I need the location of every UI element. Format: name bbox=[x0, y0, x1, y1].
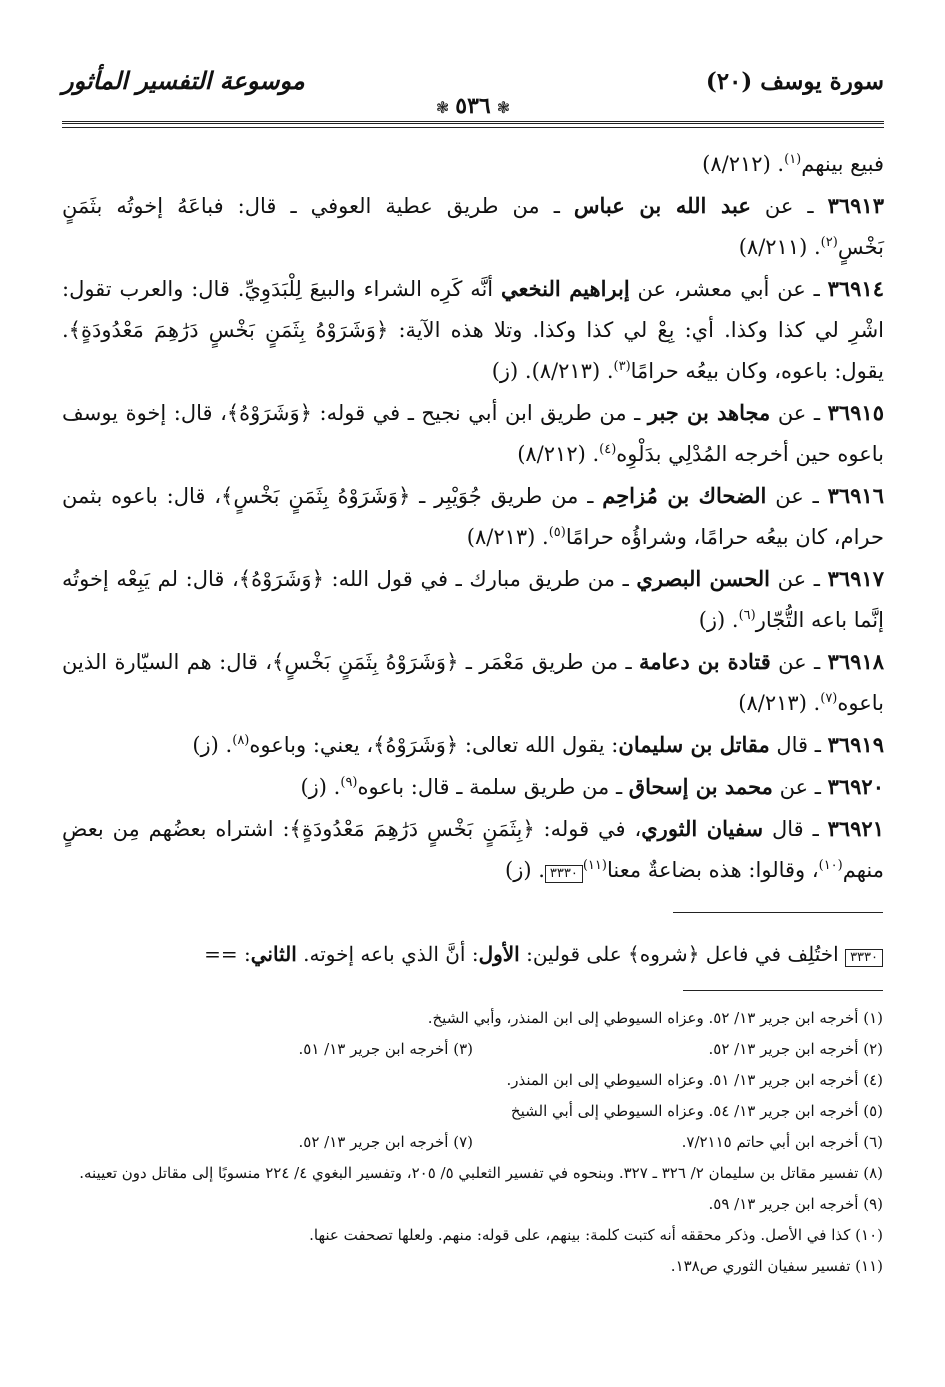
narrator-name: الحسن البصري bbox=[636, 566, 771, 591]
para-text: ـ من طريق مبارك ـ في قول الله: ﴿وَشَرَوْهُ﴾، قال: لم يَبِعْه إخوتُه إنَّما باعه التُّجّار bbox=[62, 567, 884, 632]
para-pre: ـ عن bbox=[750, 194, 828, 218]
hadith-number: ٣٦٩١٧ bbox=[827, 566, 884, 591]
footnote: (٨) تفسير مقاتل بن سليمان ٢/ ٣٢٦ ـ ٣٢٧. وبنحوه في تفسير الثعلبي ٥/ ٢٠٥، وتفسير البغوي ٤/ ٢٢٤ منسوبًا إلى مقاتل دون تعيينه. bbox=[79, 1164, 883, 1182]
commentary-ref-box[interactable]: ٣٣٣٠ bbox=[545, 865, 583, 883]
footnote: (٧) أخرجه ابن جرير ١٣/ ٥٢. bbox=[298, 1133, 473, 1151]
hadith-number: ٣٦٩٢٠ bbox=[827, 774, 884, 799]
commentary-text: : == bbox=[204, 942, 251, 966]
para-text: ـ من طريق مَعْمَر ـ ﴿وَشَرَوْهُ بِثَمَنٍ بَخْسٍ﴾، قال: هم السيّارة الذين باعوه bbox=[62, 650, 884, 715]
footnote-ref[interactable]: (٦) bbox=[738, 608, 756, 623]
first-label: الأول bbox=[478, 942, 520, 966]
volume-ref: . (ز) bbox=[698, 608, 739, 632]
para-pre: ـ قال bbox=[769, 733, 828, 757]
hadith-number: ٣٦٩١٦ bbox=[827, 483, 884, 508]
commentary-text: : أنَّ الذي باعه إخوته. bbox=[296, 942, 479, 966]
paragraph bbox=[62, 268, 884, 392]
volume-ref: . (ز) bbox=[300, 775, 341, 799]
footnote: (٥) أخرجه ابن جرير ١٣/ ٥٤. وعزاه السيوطي إلى أبي الشيخ bbox=[510, 1102, 883, 1120]
footnote-ref[interactable]: (١٠) bbox=[818, 858, 843, 873]
hadith-number: ٣٦٩١٨ bbox=[827, 649, 885, 674]
hadith-number: ٣٦٩١٤ bbox=[827, 276, 884, 301]
commentary-text: اختُلِف في فاعل ﴿شروه﴾ على قولين: bbox=[519, 942, 846, 966]
footnote-row bbox=[62, 1034, 883, 1065]
hadith-number: ٣٦٩١٥ bbox=[827, 400, 884, 425]
page-number-wrap bbox=[62, 93, 884, 119]
footnote-ref[interactable]: (٣) bbox=[613, 359, 631, 374]
volume-ref: . (٨/٢١٣). (ز) bbox=[491, 359, 614, 383]
narrator-name: قتادة بن دعامة bbox=[638, 649, 771, 674]
paragraph bbox=[62, 392, 884, 475]
footnote: (١٠) كذا في الأصل. وذكر محققه أنه كتبت كلمة: بينهم، على قوله: منهم. ولعلها تصحفت عنها. bbox=[309, 1226, 883, 1244]
narrator-name: مجاهد بن جبر bbox=[647, 400, 771, 425]
footnote-ref[interactable]: (٩) bbox=[340, 775, 358, 790]
commentary-number-box: ٣٣٣٠ bbox=[845, 949, 883, 967]
footnote-ref[interactable]: (٤) bbox=[599, 442, 617, 457]
para-pre: ـ قال bbox=[763, 817, 828, 841]
footnote: (٢) أخرجه ابن جرير ١٣/ ٥٢. bbox=[708, 1040, 883, 1058]
para-text: : يقول الله تعالى: ﴿وَشَرَوْهُ﴾، يعني: وباعوه bbox=[249, 733, 619, 757]
para-pre: ـ عن bbox=[772, 775, 828, 799]
footnote: (١) أخرجه ابن جرير ١٣/ ٥٢. وعزاه السيوطي إلى ابن المنذر، وأبي الشيخ. bbox=[427, 1009, 883, 1027]
para-text: ـ من طريق ابن أبي نجيح ـ في قوله: ﴿وَشَرَوْهُ﴾، قال: إخوة يوسف باعوه حين أخرجه المُدْلِي بدَلْوِه bbox=[62, 401, 884, 466]
paragraph bbox=[62, 724, 884, 766]
narrator-name: الضحاك بن مُزاحِم bbox=[602, 483, 767, 508]
para-pre: ـ عن bbox=[766, 484, 828, 508]
hadith-number: ٣٦٩٢١ bbox=[827, 816, 884, 841]
footnotes bbox=[62, 1003, 883, 1282]
commentary-separator bbox=[673, 912, 883, 913]
paragraph bbox=[62, 808, 884, 891]
paragraph bbox=[62, 185, 884, 268]
hadith-number: ٣٦٩١٣ bbox=[827, 193, 884, 218]
volume-ref: . (٨/٢١٢) bbox=[517, 442, 600, 466]
footnote: (٤) أخرجه ابن جرير ١٣/ ٥١. وعزاه السيوطي إلى ابن المنذر. bbox=[506, 1071, 883, 1089]
narrator-name: عبد الله بن عباس bbox=[573, 193, 751, 218]
footnote-ref[interactable]: (١) bbox=[784, 152, 802, 167]
paragraph bbox=[62, 766, 884, 808]
footnote-ref[interactable]: (٧) bbox=[820, 691, 838, 706]
surah-title: سورة يوسف (٢٠) bbox=[705, 68, 884, 95]
narrator-name: محمد بن إسحاق bbox=[628, 774, 773, 799]
para-pre: ـ عن أبي معشر، عن bbox=[629, 277, 828, 301]
volume-ref: . (ز) bbox=[192, 733, 233, 757]
para-text: ، في قوله: ﴿بِثَمَنٍ بَخْسٍ دَرَٰهِمَ مَعْدُودَةٍ﴾: اشتراه بعضُهم مِن بعضٍ منهم bbox=[62, 817, 884, 882]
volume-ref: . (٨/٢١٢) bbox=[702, 152, 785, 176]
para-text: ـ من طريق جُوَيْبِر ـ ﴿وَشَرَوْهُ بِثَمَنٍ بَخْسٍ﴾، قال: باعوه بثمن حرام، كان بيعُه حرامًا، وشراؤُه حرامًا bbox=[62, 484, 884, 549]
para-text: ـ من طريق سلمة ـ قال: باعوه bbox=[357, 775, 629, 799]
footnote-ref[interactable]: (٨) bbox=[232, 733, 250, 748]
page-header bbox=[62, 64, 884, 128]
encyclopedia-title: موسوعة التفسير المأثور bbox=[62, 66, 305, 95]
footnote: (٩) أخرجه ابن جرير ١٣/ ٥٩. bbox=[708, 1195, 883, 1213]
footnote: (٦) أخرجه ابن أبي حاتم ٧/٢١١٥. bbox=[681, 1133, 883, 1151]
footnote-row bbox=[62, 1127, 883, 1158]
paragraph bbox=[62, 475, 884, 558]
footnote: (٣) أخرجه ابن جرير ١٣/ ٥١. bbox=[298, 1040, 473, 1058]
commentary bbox=[40, 938, 883, 970]
volume-ref: . (٨/٢١٣) bbox=[466, 525, 549, 549]
main-text bbox=[62, 144, 884, 891]
footnote-separator bbox=[683, 990, 883, 991]
volume-ref: . (٨/٢١١) bbox=[738, 235, 821, 259]
para-text: ـ من طريق عطية العوفي ـ قال: فباعَهُ إخوتُه بثَمَنٍ بَخْسٍ bbox=[62, 194, 884, 259]
page-number: ٥٣٦ bbox=[455, 93, 491, 119]
narrator-name: سفيان الثوري bbox=[641, 816, 764, 841]
hadith-number: ٣٦٩١٩ bbox=[827, 732, 884, 757]
paragraph bbox=[62, 558, 884, 641]
ornament-icon: ❃ bbox=[496, 98, 511, 117]
paragraph bbox=[62, 144, 884, 185]
narrator-name: مقاتل بن سليمان bbox=[618, 732, 770, 757]
para-mid: ، وقالوا: هذه بضاعةٌ معنا bbox=[606, 858, 819, 882]
volume-ref: . (ز) bbox=[505, 858, 545, 882]
para-pre: ـ عن bbox=[770, 650, 828, 674]
header-rule bbox=[62, 121, 884, 128]
para-text: أنَّه كَرِه الشراء والبيعَ لِلْبَدَوِيِّ. قال: والعرب تقول: اشْرِ لي كذا وكذا. أي: بِعْ لي كذا وكذا. وتلا هذه الآية: ﴿وَشَرَوْهُ بِثَمَنٍ بَخْسٍ دَرَٰهِمَ مَعْدُودَةٍ﴾. يقول: باعوه، وكان بيعُه حرامًا bbox=[62, 277, 884, 383]
narrator-name: إبراهيم النخعي bbox=[500, 276, 630, 301]
ornament-icon: ❃ bbox=[435, 98, 450, 117]
paragraph bbox=[62, 641, 884, 724]
para-pre: ـ عن bbox=[770, 567, 828, 591]
para-text: فبيع بينهم bbox=[801, 152, 884, 176]
footnote-ref[interactable]: (١١) bbox=[582, 858, 607, 873]
para-pre: ـ عن bbox=[770, 401, 828, 425]
footnote: (١١) تفسير سفيان الثوري ص١٣٨. bbox=[670, 1257, 883, 1275]
footnote-ref[interactable]: (٢) bbox=[820, 235, 838, 250]
footnote-ref[interactable]: (٥) bbox=[548, 525, 566, 540]
second-label: الثاني bbox=[250, 942, 297, 966]
volume-ref: . (٨/٢١٣) bbox=[738, 691, 821, 715]
